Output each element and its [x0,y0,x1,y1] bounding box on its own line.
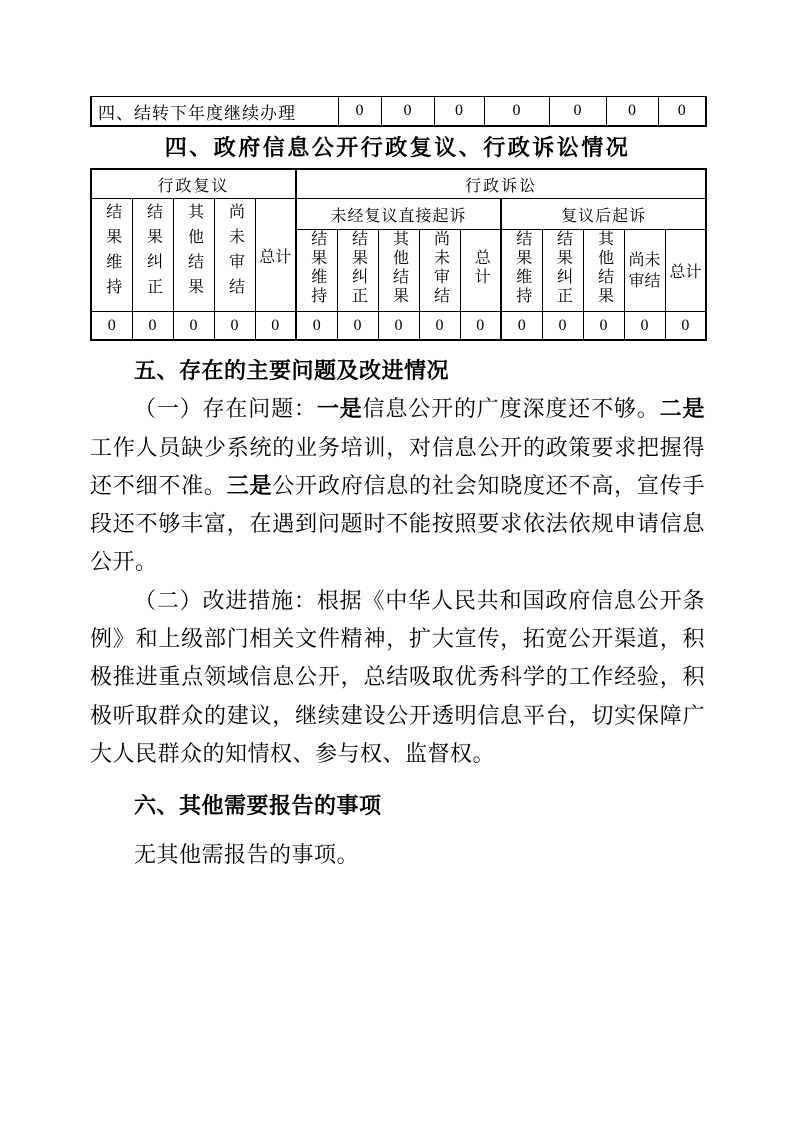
value-cell: 0 [378,312,419,341]
section5-heading: 五、存在的主要问题及改进情况 [134,358,450,383]
column-header-total-g3: 总计 [665,230,706,312]
column-header-result-corrected-g3: 结果纠正 [542,230,583,312]
value-cell: 0 [624,312,665,341]
value-cell: 0 [296,312,337,341]
problems-point1-marker: 一是 [316,396,363,422]
problems-point3-text: 公开政府信息的社会知晓度还不高，宣传手段还不够丰富，在遇到问题时不能按照要求依法依规申请信息公开。 [90,472,705,575]
value-cell: 0 [255,312,296,341]
column-header-pending-g2: 尚未审结 [419,230,460,312]
column-header-result-corrected-g2: 结果纠正 [337,230,378,312]
subgroup-header-row [91,199,706,230]
column-header-total-g2: 总计 [460,230,501,312]
value-cell: 0 [214,312,255,341]
column-header-pending-g3: 尚未审结 [624,230,665,312]
problems-paragraph [90,390,705,581]
column-header-result-upheld-g1: 结果维持 [91,199,132,312]
column-header-other-result-g1: 其他结果 [173,199,214,312]
column-header-other-result-g2: 其他结果 [378,230,419,312]
value-cell: 0 [665,312,706,341]
admin-reconsideration-group-header: 行政复议 [91,169,296,199]
problems-point3-marker: 三是 [226,472,273,498]
value-cell: 0 [173,312,214,341]
column-header-result-corrected-g1: 结果纠正 [132,199,173,312]
column-header-pending-g1: 尚未审结 [214,199,255,312]
problems-point2-marker: 二是 [659,396,705,422]
section6-heading: 六、其他需要报告的事项 [134,793,382,819]
column-header-result-upheld-g2: 结果维持 [296,230,337,312]
carryover-value-cell: 0 [434,97,484,127]
value-cell: 0 [132,312,173,341]
post-reconsideration-lawsuit-subgroup-header: 复议后起诉 [501,199,706,230]
carryover-value-cell: 0 [484,97,549,127]
litigation-table [90,168,707,341]
value-cell: 0 [501,312,542,341]
problems-point1-text: 信息公开的广度深度还不够。 [362,396,660,422]
improvements-paragraph: （二）改进措施：根据《中华人民共和国政府信息公开条例》和上级部门相关文件精神，扩大宣传，拓宽公开渠道，积极推进重点领域信息公开，总结吸取优秀科学的工作经验，积极听取群众的建议，继续建设公开透明信息平台，切实保障广大人民群众的知情权、参与权、监督权。 [90,587,705,766]
carryover-value-cell: 0 [606,97,658,127]
value-cell: 0 [91,312,132,341]
admin-litigation-group-header: 行政诉讼 [296,169,706,199]
carryover-table [90,96,707,127]
section4-heading: 四、政府信息公开行政复议、行政诉讼情况 [164,135,631,160]
problems-point2-text: 工作人员缺少系统的业务培训，对信息公开的政策要求把握得还不细不准。 [90,434,705,498]
group-header-row [91,169,706,199]
value-cell: 0 [419,312,460,341]
carryover-label: 四、结转下年度继续办理 [91,97,338,127]
values-row [91,312,706,341]
column-header-total-g1: 总计 [255,199,296,312]
no-other-matters-paragraph: 无其他需报告的事项。 [134,841,360,867]
value-cell: 0 [583,312,624,341]
carryover-value-cell: 0 [658,97,706,127]
text-body [90,352,705,874]
direct-lawsuit-subgroup-header: 未经复议直接起诉 [296,199,501,230]
carryover-value-cell: 0 [549,97,606,127]
problems-lead: （一）存在问题： [134,396,317,422]
column-header-result-upheld-g3: 结果维持 [501,230,542,312]
value-cell: 0 [337,312,378,341]
column-header-other-result-g3: 其他结果 [583,230,624,312]
carryover-row [91,97,706,127]
carryover-value-cell: 0 [338,97,381,127]
carryover-value-cell: 0 [381,97,434,127]
value-cell: 0 [542,312,583,341]
value-cell: 0 [460,312,501,341]
